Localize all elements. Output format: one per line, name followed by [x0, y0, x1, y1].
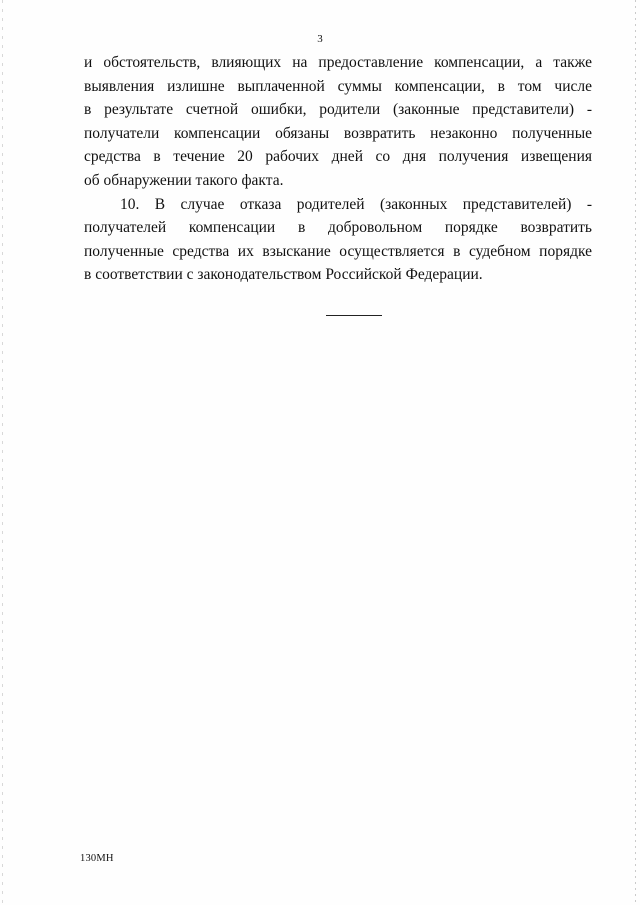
- text-line: в соответствии с законодательством Российской Федерации.: [84, 266, 483, 284]
- page-number: 3: [317, 33, 323, 45]
- document-code: 130МН: [80, 853, 114, 864]
- scan-edge-right: [635, 0, 636, 905]
- document-body: [84, 51, 592, 287]
- text-line: получателей компенсации в добровольном порядке возвратить: [84, 219, 592, 237]
- paragraph-continuation: [84, 51, 592, 193]
- text-line: выявления излишне выплаченной суммы компенсации, в том числе: [84, 77, 592, 95]
- scan-edge-left: [2, 0, 3, 905]
- text-line: в результате счетной ошибки, родители (законные представители) -: [84, 101, 592, 119]
- text-line: средства в течение 20 рабочих дней со дня получения извещения: [84, 148, 592, 166]
- text-line: и обстоятельств, влияющих на предоставление компенсации, а также: [84, 54, 592, 71]
- text-line: получатели компенсации обязаны возвратить незаконно полученные: [84, 124, 592, 142]
- text-line: полученные средства их взыскание осуществляется в судебном порядке: [84, 242, 592, 260]
- text-line: 10. В случае отказа родителей (законных представителей) -: [120, 195, 592, 213]
- paragraph-item-10: [84, 193, 592, 287]
- text-line: об обнаружении такого факта.: [84, 171, 284, 189]
- end-of-document-rule: [326, 315, 382, 316]
